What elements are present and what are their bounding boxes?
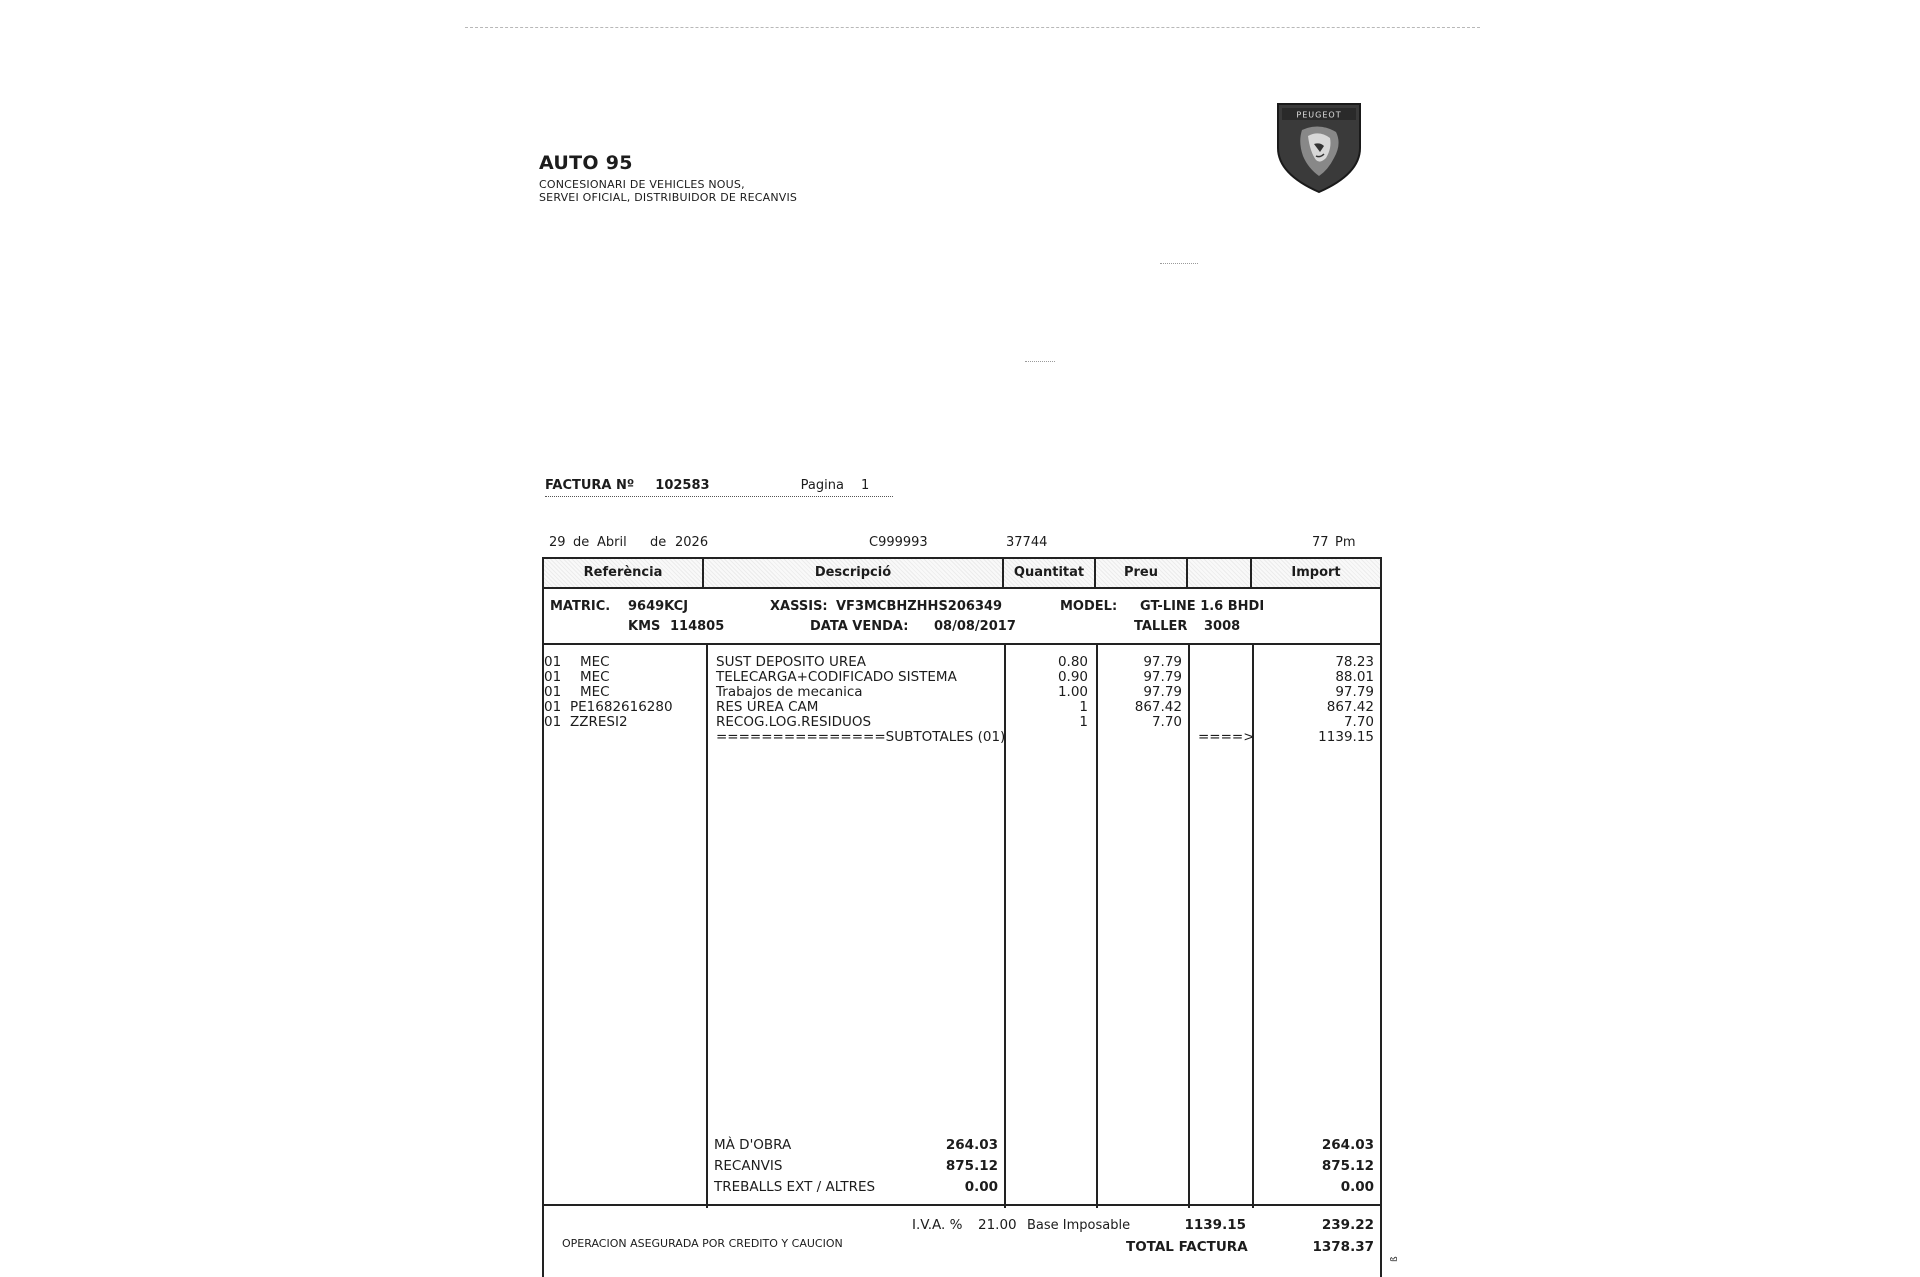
header-import: Import: [1291, 565, 1341, 580]
model-label: MODEL:: [1060, 599, 1118, 614]
tagline-line-2: SERVEI OFICIAL, DISTRIBUIDOR DE RECANVIS: [539, 191, 798, 204]
right-unit: Pm: [1335, 535, 1356, 550]
date-year: 2026: [675, 535, 709, 550]
subtotal-amount: 1139.15: [1318, 729, 1374, 745]
row-price: 7.70: [1151, 714, 1182, 730]
row-amount: 88.01: [1335, 669, 1374, 685]
row-price: 97.79: [1143, 669, 1182, 685]
header-preu: Preu: [1096, 559, 1188, 587]
logo-text: PEUGEOT: [1296, 110, 1342, 120]
lion-shield-logo: [1272, 100, 1366, 194]
xassis-value: VF3MCBHZHHS206349: [836, 599, 1003, 614]
row-desc: Trabajos de mecanica: [716, 684, 863, 700]
row-group: 01: [544, 654, 562, 670]
subtotal-arrow: ====>: [1198, 729, 1255, 745]
subtotal-label: ===============SUBTOTALES (01): [716, 729, 1006, 745]
header-blank: [1188, 559, 1252, 587]
row-group: 01: [544, 684, 562, 700]
row-amount: 78.23: [1335, 654, 1374, 670]
date-day: 29: [549, 535, 566, 550]
summary-label: TREBALLS EXT / ALTRES: [714, 1179, 876, 1195]
date-de-2: de: [650, 535, 667, 550]
invoice-underline: [545, 496, 893, 497]
company-tagline: [539, 178, 797, 204]
credit-note: OPERACION ASEGURADA POR CREDITO Y CAUCION: [562, 1237, 843, 1250]
row-qty: 1: [1079, 714, 1088, 730]
summary-label: MÀ D'OBRA: [714, 1137, 792, 1153]
row-qty: 1.00: [1057, 684, 1088, 700]
model-value: GT-LINE 1.6 BHDI: [1140, 599, 1265, 614]
row-price: 97.79: [1143, 654, 1182, 670]
kms-value: 114805: [670, 619, 725, 634]
vehicle-info: [544, 587, 1380, 645]
base-value: 1139.15: [1184, 1217, 1246, 1233]
row-desc: SUST DEPOSITO UREA: [716, 654, 866, 670]
base-label: Base Imposable: [1027, 1218, 1131, 1233]
row-desc: TELECARGA+CODIFICADO SISTEMA: [716, 669, 957, 685]
row-amount: 7.70: [1343, 714, 1374, 730]
invoice-number: 102583: [655, 478, 710, 493]
invoice-number-line: [545, 478, 869, 493]
summary-amount: 264.03: [1321, 1137, 1374, 1153]
row-ref: MEC: [580, 684, 610, 700]
row-ref: PE1682616280: [570, 699, 673, 715]
row-group: 01: [544, 699, 562, 715]
client-code: C999993: [869, 535, 928, 550]
matric-label: MATRIC.: [550, 599, 611, 614]
col-rule-1: [706, 643, 708, 1208]
kms-label: KMS: [628, 619, 661, 634]
tagline-line-1: CONCESIONARI DE VEHICLES NOUS,: [539, 178, 745, 191]
row-price: 867.42: [1134, 699, 1182, 715]
row-amount: 97.79: [1335, 684, 1374, 700]
row-amount: 867.42: [1326, 699, 1374, 715]
table-header: [544, 559, 1380, 589]
taller-value: 3008: [1204, 619, 1241, 634]
data-venda-label: DATA VENDA:: [810, 619, 909, 634]
code-2: 37744: [1006, 535, 1048, 550]
row-group: 01: [544, 714, 562, 730]
invoice-table: [542, 557, 1382, 1277]
page-label: Pagina: [800, 478, 844, 493]
row-ref: MEC: [580, 669, 610, 685]
date-de-1: de: [573, 535, 590, 550]
row-qty: 0.90: [1057, 669, 1088, 685]
iva-amount: 239.22: [1321, 1217, 1374, 1233]
summary-label: RECANVIS: [714, 1158, 783, 1174]
iva-label: I.V.A. %: [912, 1217, 963, 1233]
iva-rate: 21.00: [978, 1217, 1017, 1233]
edge-mark: ß: [1390, 1256, 1400, 1262]
header-referencia: Referència: [544, 559, 704, 587]
total-label: TOTAL FACTURA: [1126, 1239, 1248, 1255]
row-qty: 1: [1079, 699, 1088, 715]
xassis-label: XASSIS:: [770, 599, 828, 614]
company-name: AUTO 95: [539, 152, 633, 174]
header-descripcio: Descripció: [704, 559, 1004, 587]
summary-amount: 0.00: [1340, 1179, 1374, 1195]
row-price: 97.79: [1143, 684, 1182, 700]
row-qty: 0.80: [1057, 654, 1088, 670]
totals-divider: [544, 1204, 1380, 1206]
summary-amount: 875.12: [1321, 1158, 1374, 1174]
row-desc: RES UREA CAM: [716, 699, 819, 715]
row-desc: RECOG.LOG.RESIDUOS: [716, 714, 872, 730]
row-ref: MEC: [580, 654, 610, 670]
taller-label: TALLER: [1134, 619, 1188, 634]
total-value: 1378.37: [1312, 1239, 1374, 1255]
row-group: 01: [544, 669, 562, 685]
col-rule-4: [1188, 643, 1190, 1208]
right-value: 77: [1312, 535, 1329, 550]
date-month: Abril: [597, 535, 627, 550]
page-number: 1: [861, 478, 870, 493]
summary-value: 264.03: [945, 1137, 998, 1153]
summary-value: 0.00: [964, 1179, 998, 1195]
row-ref: ZZRESI2: [570, 714, 628, 730]
summary-value: 875.12: [945, 1158, 998, 1174]
header-quantitat: Quantitat: [1004, 559, 1096, 587]
matric-value: 9649KCJ: [628, 599, 689, 614]
scan-top-line: [465, 27, 1480, 28]
invoice-label: FACTURA Nº: [545, 478, 635, 493]
data-venda-value: 08/08/2017: [934, 619, 1016, 634]
